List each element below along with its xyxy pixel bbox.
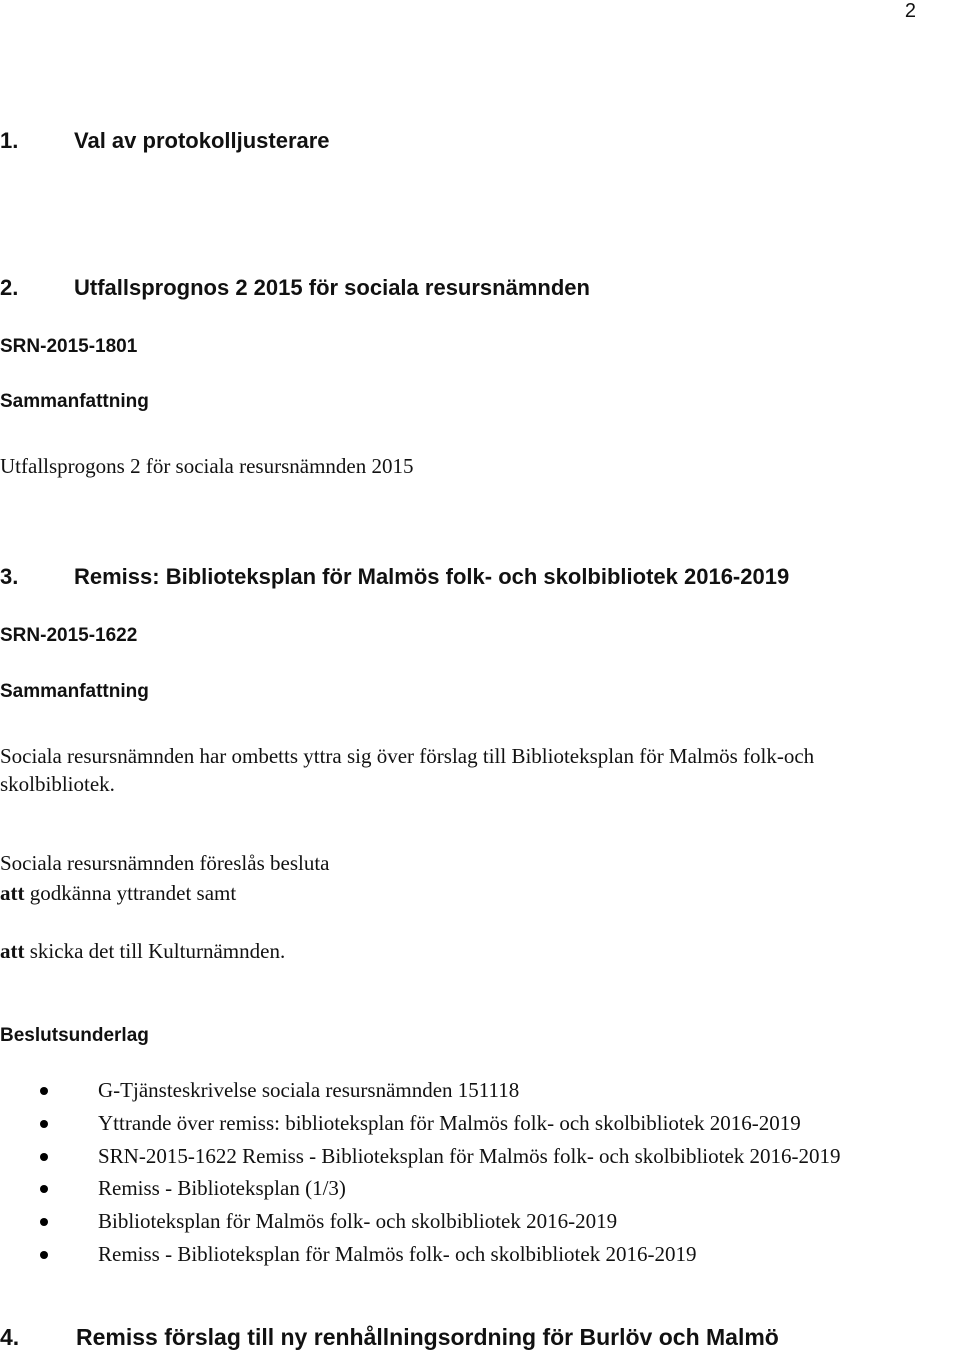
list-item[interactable] (0, 1172, 841, 1205)
list-item[interactable] (0, 1107, 841, 1140)
attachment-link[interactable]: G-Tjänsteskrivelse sociala resursnämnden 151118 (98, 1078, 520, 1102)
page-number: 2 (904, 0, 916, 22)
agenda-item-3-case-number: SRN-2015-1622 (0, 625, 138, 646)
decision-basis-list (0, 1074, 841, 1271)
proposal-intro: Sociala resursnämnden föreslås besluta (0, 851, 330, 875)
agenda-item-1-heading (0, 128, 330, 154)
proposal-1-text: godkänna yttrandet samt (29, 881, 237, 905)
list-item[interactable] (0, 1140, 841, 1173)
agenda-item-4-number: 4. (0, 1324, 20, 1350)
bullet-icon (40, 1218, 48, 1226)
agenda-item-2-heading (0, 275, 590, 301)
bullet-icon (40, 1087, 48, 1095)
agenda-item-4-heading (0, 1324, 779, 1351)
agenda-item-1-title: Val av protokolljusterare (74, 128, 330, 153)
agenda-item-2-title: Utfallsprognos 2 2015 för sociala resursnämnden (74, 275, 590, 300)
agenda-item-2-number: 2. (0, 275, 19, 300)
agenda-item-2-case-number: SRN-2015-1801 (0, 336, 138, 357)
attachment-link[interactable]: SRN-2015-1622 Remiss - Biblioteksplan för Malmös folk- och skolbibliotek 2016-2019 (98, 1143, 841, 1168)
bullet-icon (40, 1153, 48, 1161)
attachment-link[interactable]: Biblioteksplan för Malmös folk- och skolbibliotek 2016-2019 (98, 1209, 618, 1234)
attachment-link[interactable]: Remiss - Biblioteksplan (1/3) (98, 1176, 346, 1201)
list-item[interactable] (0, 1238, 841, 1271)
att-keyword: att (0, 881, 25, 905)
bullet-icon (40, 1120, 48, 1128)
agenda-item-3-summary-text: Sociala resursnämnden har ombetts yttra sig över förslag till Biblioteksplan för Malmös folk-och skolbibliotek. (0, 744, 815, 796)
agenda-item-3-heading (0, 564, 789, 590)
decision-basis-label: Beslutsunderlag (0, 1025, 149, 1046)
proposal-line-2 (0, 937, 285, 965)
attachment-link[interactable]: Remiss - Biblioteksplan för Malmös folk- och skolbibliotek 2016-2019 (98, 1241, 697, 1266)
list-item[interactable] (0, 1205, 841, 1238)
agenda-item-4-title: Remiss förslag till ny renhållningsordning för Burlöv och Malmö (76, 1324, 779, 1350)
agenda-item-2-summary-text: Utfallsprogons 2 för sociala resursnämnden 2015 (0, 454, 414, 478)
proposal-2-text: skicka det till Kulturnämnden. (29, 939, 286, 963)
agenda-item-3-title: Remiss: Biblioteksplan för Malmös folk- och skolbibliotek 2016-2019 (74, 564, 790, 589)
agenda-item-3-summary-label: Sammanfattning (0, 681, 149, 702)
att-keyword: att (0, 939, 25, 963)
list-item[interactable] (0, 1074, 841, 1107)
agenda-item-3-number: 3. (0, 564, 19, 589)
agenda-item-1-number: 1. (0, 128, 19, 153)
bullet-icon (40, 1185, 48, 1193)
proposal-line-1 (0, 879, 236, 907)
agenda-item-2-summary-label: Sammanfattning (0, 391, 149, 412)
attachment-link[interactable]: Yttrande över remiss: biblioteksplan för Malmös folk- och skolbibliotek 2016-2019 (98, 1110, 801, 1135)
bullet-icon (40, 1251, 48, 1259)
